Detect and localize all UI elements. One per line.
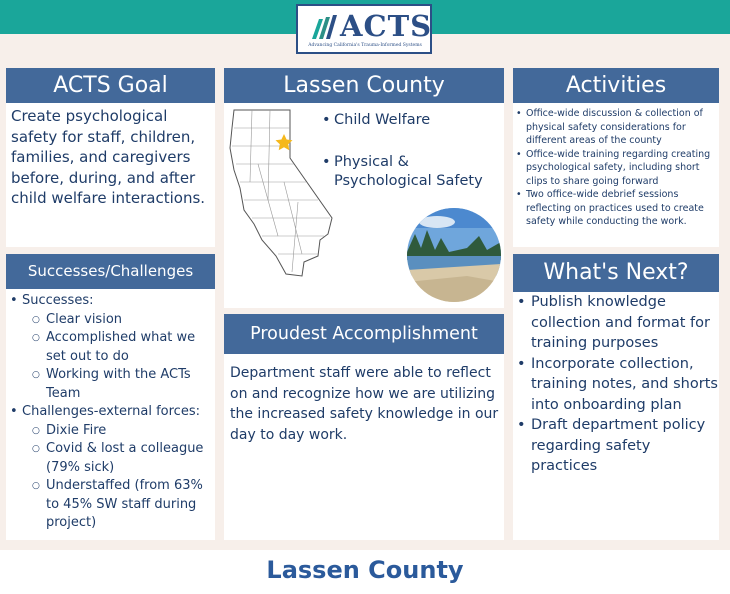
challenge-item: ○ Understaffed (from 63% to 45% SW staff during project): [32, 478, 203, 530]
next-header: What's Next?: [513, 254, 719, 292]
acts-logo-mark-icon: [310, 14, 340, 40]
success-item: ○ Accomplished what we set out to do: [32, 330, 196, 364]
successes-label-item: • Successes:: [10, 292, 213, 311]
bullet-icon: •: [10, 404, 18, 419]
sub-bullet-icon: ○: [32, 425, 40, 436]
county-bullet: • Child Welfare: [322, 111, 502, 131]
bullet-icon: •: [516, 148, 522, 160]
bullet-icon: •: [322, 112, 331, 128]
logo-tagline: Advancing California's Trauma-Informed Systems: [308, 43, 422, 48]
challenge-item: ○ Dixie Fire: [10, 422, 213, 441]
acts-logo: [296, 4, 432, 54]
successes-header: Successes/Challenges: [6, 254, 215, 289]
proudest-header: Proudest Accomplishment: [224, 314, 504, 354]
next-item: • Publish knowledge collection and format for training purposes: [517, 294, 710, 351]
logo-wordmark: ACTS: [340, 9, 433, 43]
california-map-icon: [228, 106, 336, 278]
next-item: • Draft department policy regarding safety practices: [517, 417, 706, 474]
next-list: [517, 292, 719, 477]
success-item: ○ Clear vision: [10, 311, 213, 330]
sub-bullet-icon: ○: [32, 370, 40, 380]
activities-list: [516, 107, 716, 229]
bullet-icon: •: [10, 293, 18, 308]
bullet-icon: •: [322, 153, 331, 170]
bullet-icon: •: [517, 417, 526, 433]
next-item: • Incorporate collection, training notes, and shorts into onboarding plan: [517, 355, 718, 413]
county-header: Lassen County: [224, 68, 504, 103]
bullet-icon: •: [516, 189, 522, 200]
proudest-body: Department staff were able to reflect on and recognize how we are utilizing the increased safety knowledge in our day to day work.: [230, 365, 499, 443]
sub-bullet-icon: ○: [32, 481, 40, 491]
goal-header: ACTS Goal: [6, 68, 215, 103]
goal-body: Create psychological safety for staff, children, families, and caregivers before, during, and after child welfare interactions.: [11, 107, 206, 207]
bullet-icon: •: [517, 355, 526, 372]
county-bullet: • Physical & Psychological Safety: [322, 153, 483, 189]
sub-bullet-icon: ○: [32, 333, 40, 343]
county-bullet-list: [322, 111, 502, 192]
activity-item: • Two office-wide debrief sessions reflecting on practices used to create safety while conducting the work.: [516, 189, 704, 227]
activity-item: • Office-wide discussion & collection of physical safety considerations for different areas of the county: [516, 108, 703, 146]
challenges-label-item: • Challenges-external forces:: [10, 403, 213, 422]
activity-item: • Office-wide training regarding creating psychological safety, including short clips to share going forward: [516, 148, 711, 187]
successes-list: [10, 292, 213, 533]
sub-bullet-icon: ○: [32, 314, 40, 325]
lake-photo-icon: [407, 208, 501, 302]
footer-title: Lassen County: [266, 556, 464, 584]
challenge-item: ○ Covid & lost a colleague (79% sick): [32, 441, 204, 475]
success-item: ○ Working with the ACTs Team: [32, 367, 191, 401]
bullet-icon: •: [517, 294, 526, 310]
activities-header: Activities: [513, 68, 719, 103]
sub-bullet-icon: ○: [32, 444, 40, 454]
bullet-icon: •: [516, 108, 522, 119]
